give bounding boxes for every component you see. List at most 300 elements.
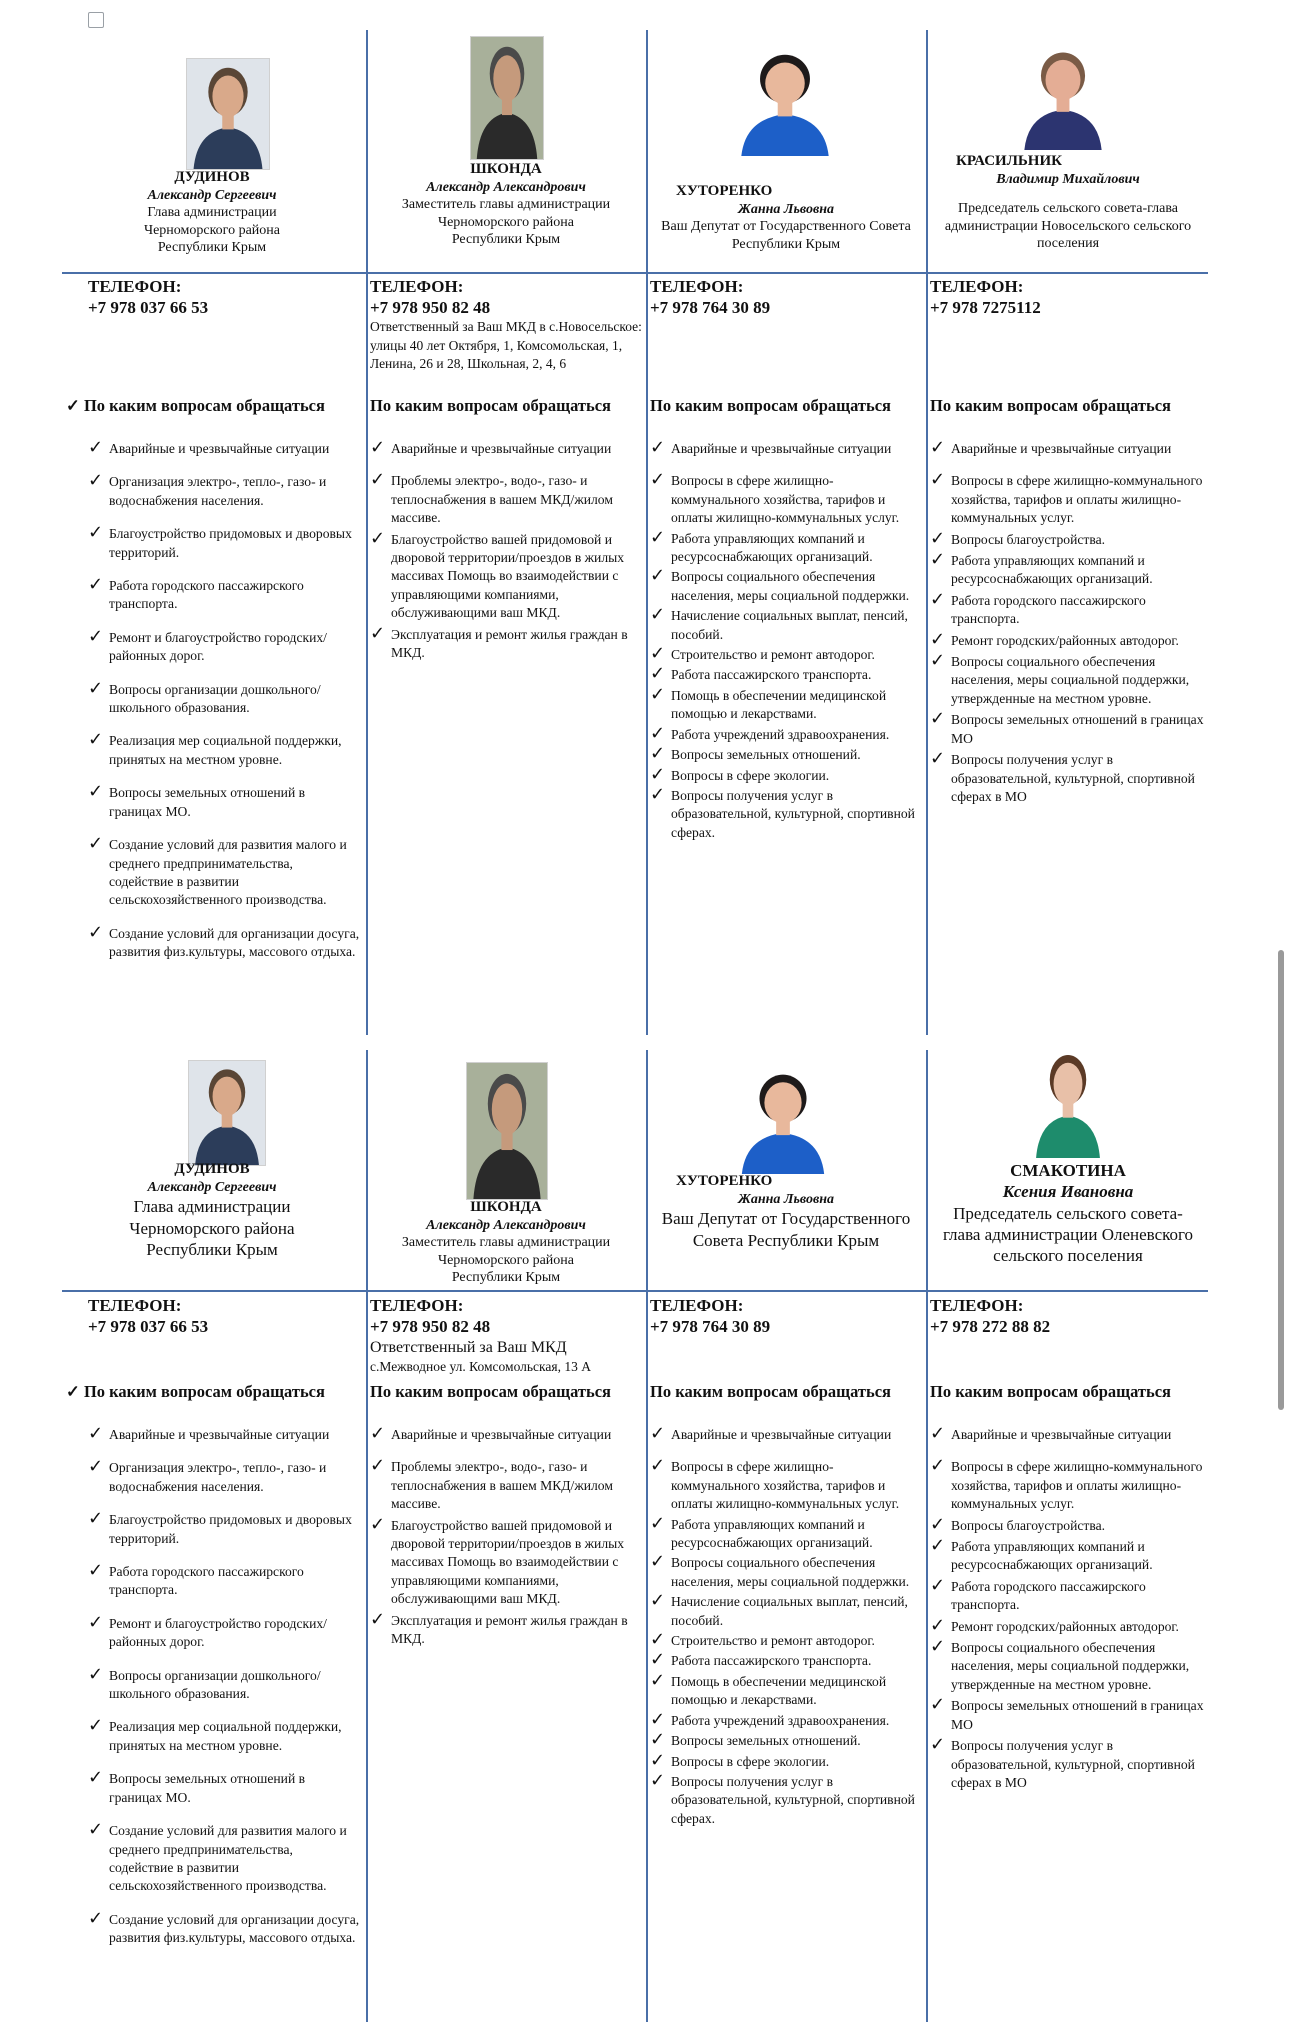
person-name-block xyxy=(928,1160,1208,1266)
check-icon: ✓ xyxy=(88,1508,104,1530)
list-item xyxy=(650,1769,920,1828)
list-item-text: Вопросы в сфере жилищно-коммунального хозяйства, тарифов и оплаты жилищно-коммунальных услуг. xyxy=(951,1459,1203,1512)
list-item-text: Вопросы в сфере экологии. xyxy=(671,767,830,783)
list-item xyxy=(650,663,920,685)
person-role-line: Заместитель главы администрации xyxy=(401,197,611,213)
list-item-text: Проблемы электро-, водо-, газо- и теплоснабжения в вашем МКД/жилом массиве. xyxy=(391,1459,613,1512)
check-icon: ✓ xyxy=(930,1423,946,1444)
person-photo xyxy=(1030,1046,1106,1158)
questions-list xyxy=(930,437,1204,806)
questions-list xyxy=(370,1423,640,1648)
list-item xyxy=(930,437,1204,458)
list-item-text: Эксплуатация и ремонт жилья граждан в МКД. xyxy=(391,626,628,661)
questions-heading: По каким вопросам обращаться xyxy=(370,1382,611,1401)
list-item xyxy=(650,683,920,724)
check-icon: ✓ xyxy=(650,1729,666,1751)
questions-list xyxy=(88,1423,360,1948)
list-item-text: Вопросы земельных отношений в границах МО xyxy=(951,1698,1204,1732)
list-item xyxy=(88,574,360,614)
phone-block xyxy=(88,276,384,318)
list-item xyxy=(370,527,640,623)
list-item-text: Вопросы получения услуг в образовательной, культурной, спортивной сферах. xyxy=(671,1773,915,1826)
list-item-text: Работа управляющих компаний и ресурсоснабжающих организаций. xyxy=(671,1516,873,1551)
list-item xyxy=(930,1636,1204,1694)
phone-number[interactable]: +7 978 764 30 89 xyxy=(650,1317,771,1336)
check-icon: ✓ xyxy=(650,1512,666,1534)
list-item-text: Реализация мер социальной поддержки, принятых на местном уровне. xyxy=(109,733,342,767)
check-icon: ✓ xyxy=(88,833,104,855)
check-icon: ✓ xyxy=(88,677,104,699)
list-item-text: Вопросы благоустройства. xyxy=(951,531,1105,547)
questions-heading: По каким вопросам обращаться xyxy=(650,396,891,415)
check-icon: ✓ xyxy=(370,527,386,549)
list-item-text: Аварийные и чрезвычайные ситуации xyxy=(109,1427,330,1442)
person-surname: ХУТОРЕНКО xyxy=(676,183,773,199)
person-surname: ДУДИНОВ xyxy=(174,169,250,185)
list-item xyxy=(88,781,360,821)
list-item-text: Благоустройство придомовых и дворовых территорий. xyxy=(109,1512,352,1546)
list-item xyxy=(650,1455,920,1513)
check-icon: ✓ xyxy=(930,650,946,672)
questions-heading: ✓ По каким вопросам обращаться xyxy=(66,1382,325,1401)
list-item xyxy=(88,677,360,718)
check-icon: ✓ xyxy=(650,526,666,548)
list-item xyxy=(930,1513,1204,1535)
check-icon: ✓ xyxy=(650,437,666,458)
check-icon: ✓ xyxy=(88,1456,104,1478)
list-item xyxy=(650,1423,920,1444)
person-role-line: Республики Крым xyxy=(157,240,267,256)
person-photo xyxy=(1017,44,1109,150)
list-item xyxy=(650,1708,920,1730)
check-icon: ✓ xyxy=(650,643,666,665)
list-item-text: Вопросы в сфере жилищно-коммунального хозяйства, тарифов и оплаты жилищно-коммунальных услуг. xyxy=(671,1459,900,1512)
list-item xyxy=(370,1513,640,1609)
person-surname: ШКОНДА xyxy=(470,161,542,177)
list-item xyxy=(650,743,920,765)
list-item-text: Создание условий для организации досуга, развития физ.культуры, массового отдыха. xyxy=(109,925,360,960)
list-item-text: Работа управляющих компаний и ресурсоснабжающих организаций. xyxy=(951,1539,1153,1573)
phone-block xyxy=(88,1295,384,1337)
responsible-title: Ответственный за Ваш МКД xyxy=(370,1339,567,1356)
list-item xyxy=(370,622,640,663)
phone-label: ТЕЛЕФОН: xyxy=(650,1296,744,1315)
list-item-text: Реализация мер социальной поддержки, принятых на местном уровне. xyxy=(109,1719,342,1753)
list-item-text: Работа пассажирского транспорта. xyxy=(671,667,872,683)
list-item xyxy=(88,1715,360,1755)
person-name-block xyxy=(62,1160,362,1260)
check-icon: ✓ xyxy=(370,622,386,644)
list-item xyxy=(88,1508,360,1548)
phone-block xyxy=(370,276,642,374)
phone-number[interactable]: +7 978 037 66 53 xyxy=(88,1317,209,1336)
list-item xyxy=(930,1734,1204,1792)
check-icon: ✓ xyxy=(930,1455,946,1477)
check-icon: ✓ xyxy=(88,1663,104,1685)
check-icon: ✓ xyxy=(650,1749,666,1771)
list-item xyxy=(650,1512,920,1553)
phone-label: ТЕЛЕФОН: xyxy=(930,277,1024,296)
check-icon: ✓ xyxy=(88,470,104,492)
check-icon: ✓ xyxy=(930,469,946,491)
phone-block xyxy=(370,1295,642,1377)
person-role-line: поселения xyxy=(1036,236,1100,252)
list-item-text: Аварийные и чрезвычайные ситуации xyxy=(391,1427,612,1442)
person-given-name: Александр Александрович xyxy=(426,1217,586,1233)
check-icon: ✓ xyxy=(88,1715,104,1737)
list-item xyxy=(650,1629,920,1651)
list-item xyxy=(88,1819,360,1896)
person-role-line: Ваш Депутат от Государственного xyxy=(661,1209,911,1229)
person-photo xyxy=(470,36,544,160)
column-divider xyxy=(646,30,648,1035)
list-item xyxy=(650,722,920,744)
check-icon: ✓ xyxy=(930,437,946,458)
questions-list xyxy=(88,437,360,962)
check-icon: ✓ xyxy=(930,549,946,571)
list-item xyxy=(370,437,640,458)
person-role-line: администрации Новосельского сельского xyxy=(944,218,1192,234)
list-item-text: Проблемы электро-, водо-, газо- и теплоснабжения в вашем МКД/жилом массиве. xyxy=(391,473,613,526)
check-icon: ✓ xyxy=(650,683,666,705)
person-role-line: Заместитель главы администрации xyxy=(401,1235,611,1251)
person-given-name: Жанна Львовна xyxy=(738,1191,834,1207)
person-name-block xyxy=(928,152,1208,253)
phone-number[interactable]: +7 978 7275112 xyxy=(930,298,1041,317)
list-item-text: Строительство и ремонт автодорог. xyxy=(671,647,875,663)
list-item-text: Вопросы организации дошкольного/школьного образования. xyxy=(109,681,321,716)
list-item-text: Вопросы в сфере жилищно-коммунального хозяйства, тарифов и оплаты жилищно-коммунальных услуг. xyxy=(951,473,1203,526)
person-surname: ШКОНДА xyxy=(470,1199,542,1215)
check-icon: ✓ xyxy=(650,1669,666,1691)
list-item xyxy=(930,469,1204,527)
list-item xyxy=(88,1767,360,1807)
phone-number[interactable]: +7 978 764 30 89 xyxy=(650,298,771,317)
person-given-name: Александр Александрович xyxy=(426,179,586,195)
list-item xyxy=(650,1729,920,1751)
list-item xyxy=(88,1663,360,1704)
check-icon: ✓ xyxy=(650,663,666,685)
list-item-text: Работа городского пассажирского транспорта. xyxy=(109,578,304,612)
person-photo xyxy=(734,1066,832,1174)
list-item xyxy=(930,1535,1204,1575)
list-item-text: Аварийные и чрезвычайные ситуации xyxy=(671,441,892,456)
person-photo xyxy=(733,46,837,156)
list-item xyxy=(650,469,920,527)
list-item-text: Эксплуатация и ремонт жилья граждан в МКД. xyxy=(391,1612,628,1647)
check-icon: ✓ xyxy=(88,1907,104,1929)
list-item xyxy=(930,549,1204,589)
list-item xyxy=(88,470,360,510)
check-icon: ✓ xyxy=(930,1636,946,1658)
check-icon: ✓ xyxy=(650,1769,666,1791)
list-item xyxy=(650,604,920,644)
check-icon: ✓ xyxy=(88,574,104,596)
list-item xyxy=(370,1608,640,1649)
person-photo xyxy=(188,1060,266,1166)
person-role-line: Республики Крым xyxy=(731,236,841,252)
person-role-line: Председатель сельского совета-глава xyxy=(957,201,1178,217)
check-icon: ✓ xyxy=(650,743,666,765)
list-item xyxy=(88,1611,360,1652)
person-role-line: Республики Крым xyxy=(451,232,561,248)
person-given-name: Ксения Ивановна xyxy=(1002,1182,1134,1202)
check-icon: ✓ xyxy=(650,763,666,785)
list-item-text: Ремонт и благоустройство городских/районных дорог. xyxy=(109,629,327,664)
list-item-text: Аварийные и чрезвычайные ситуации xyxy=(671,1427,892,1442)
phone-block xyxy=(930,1295,1206,1337)
person-role-line: Республики Крым xyxy=(451,1270,561,1286)
check-icon: ✓ xyxy=(88,1560,104,1582)
person-given-name: Александр Сергеевич xyxy=(147,1179,277,1195)
check-icon: ✓ xyxy=(930,628,946,650)
list-item xyxy=(930,650,1204,708)
list-item-text: Ремонт городских/районных автодорог. xyxy=(951,1618,1179,1634)
list-item-text: Благоустройство вашей придомовой и дворовой территории/проездов в жилых массивах Помощь во взаимодействии с управляющими компаниями, обслуживающими ваш МКД. xyxy=(391,531,625,621)
list-item-text: Вопросы социального обеспечения населения, меры социальной поддержки, утвержденные на местном уровне. xyxy=(951,1640,1190,1692)
check-icon: ✓ xyxy=(370,1423,386,1444)
list-item-text: Вопросы земельных отношений. xyxy=(671,747,861,763)
phone-label: ТЕЛЕФОН: xyxy=(370,277,464,296)
list-item xyxy=(930,708,1204,748)
list-item-text: Аварийные и чрезвычайные ситуации xyxy=(951,441,1172,456)
phone-number[interactable]: +7 978 950 82 48 xyxy=(370,1317,491,1336)
check-icon: ✓ xyxy=(650,1590,666,1612)
list-item xyxy=(370,1423,640,1444)
list-item xyxy=(370,1455,640,1513)
phone-number[interactable]: +7 978 272 88 82 xyxy=(930,1317,1051,1336)
person-role-line: сельского поселения xyxy=(993,1246,1143,1265)
person-given-name: Жанна Львовна xyxy=(738,201,834,217)
list-item xyxy=(650,1551,920,1591)
person-role-line: Совета Республики Крым xyxy=(692,1230,880,1250)
person-role-line: Черноморского района xyxy=(129,1218,295,1238)
list-item xyxy=(650,763,920,785)
check-icon: ✓ xyxy=(930,1513,946,1535)
phone-number[interactable]: +7 978 950 82 48 xyxy=(370,298,491,317)
list-item-text: Помощь в обеспечении медицинской помощью и лекарствами. xyxy=(671,1673,887,1708)
list-item xyxy=(370,469,640,527)
list-item xyxy=(88,625,360,666)
list-item-text: Вопросы организации дошкольного/школьного образования. xyxy=(109,1667,321,1702)
check-icon: ✓ xyxy=(650,1455,666,1477)
questions-heading: По каким вопросам обращаться xyxy=(930,396,1171,415)
check-icon: ✓ xyxy=(88,437,104,458)
list-item xyxy=(930,1614,1204,1636)
list-item-text: Работа управляющих компаний и ресурсоснабжающих организаций. xyxy=(671,530,873,565)
list-item xyxy=(650,1590,920,1630)
check-icon: ✓ xyxy=(930,708,946,730)
check-icon: ✓ xyxy=(88,625,104,647)
person-given-name: Александр Сергеевич xyxy=(147,187,277,203)
list-item-text: Организация электро-, тепло-, газо- и водоснабжения населения. xyxy=(109,1460,327,1494)
list-item xyxy=(650,565,920,605)
person-role-line: Черноморского района xyxy=(437,214,574,230)
check-icon: ✓ xyxy=(370,469,386,491)
list-item xyxy=(88,729,360,769)
list-item xyxy=(88,522,360,562)
list-item-text: Помощь в обеспечении медицинской помощью и лекарствами. xyxy=(671,687,887,722)
questions-heading: По каким вопросам обращаться xyxy=(930,1382,1171,1401)
list-item xyxy=(88,1560,360,1600)
list-item xyxy=(930,588,1204,629)
list-item-text: Вопросы социального обеспечения населения, меры социальной поддержки. xyxy=(671,1555,910,1589)
list-item-text: Вопросы благоустройства. xyxy=(951,1517,1105,1533)
list-item-text: Благоустройство придомовых и дворовых территорий. xyxy=(109,526,352,560)
check-icon: ✓ xyxy=(930,1535,946,1557)
list-item-text: Вопросы получения услуг в образовательной, культурной, спортивной сферах в МО xyxy=(951,752,1195,804)
list-item-text: Организация электро-, тепло-, газо- и водоснабжения населения. xyxy=(109,474,327,508)
check-icon: ✓ xyxy=(650,783,666,805)
header-divider xyxy=(62,272,1208,274)
list-item xyxy=(88,1907,360,1948)
list-item-text: Вопросы земельных отношений в границах МО xyxy=(951,712,1204,746)
selection-checkbox[interactable] xyxy=(88,12,104,28)
check-icon: ✓ xyxy=(650,1423,666,1444)
list-item-text: Создание условий для развития малого и среднего предпринимательства, содействие в развитии сельскохозяйственного производства. xyxy=(109,837,347,908)
list-item-text: Аварийные и чрезвычайные ситуации xyxy=(109,441,330,456)
person-name-block xyxy=(648,1172,924,1251)
list-item xyxy=(930,1423,1204,1444)
list-item-text: Работа пассажирского транспорта. xyxy=(671,1653,872,1669)
list-item xyxy=(930,748,1204,806)
check-icon: ✓ xyxy=(88,781,104,803)
list-item xyxy=(88,921,360,962)
list-item-text: Вопросы земельных отношений в границах МО. xyxy=(109,1771,306,1805)
phone-label: ТЕЛЕФОН: xyxy=(88,277,182,296)
list-item-text: Создание условий для организации досуга, развития физ.культуры, массового отдыха. xyxy=(109,1911,360,1946)
check-icon: ✓ xyxy=(930,1614,946,1636)
list-item-text: Аварийные и чрезвычайные ситуации xyxy=(951,1427,1172,1442)
questions-heading: По каким вопросам обращаться xyxy=(650,1382,891,1401)
phone-block xyxy=(930,276,1206,318)
check-icon: ✓ xyxy=(930,1734,946,1756)
check-icon: ✓ xyxy=(650,1708,666,1730)
check-icon: ✓ xyxy=(88,1423,104,1444)
check-icon: ✓ xyxy=(930,1574,946,1596)
check-icon: ✓ xyxy=(370,437,386,458)
person-name-block xyxy=(368,1198,644,1287)
check-icon: ✓ xyxy=(650,1649,666,1671)
list-item-text: Работа городского пассажирского транспорта. xyxy=(951,1578,1146,1613)
person-role-line: Глава администрации xyxy=(147,205,277,221)
list-item xyxy=(88,833,360,910)
list-item-text: Работа городского пассажирского транспорта. xyxy=(109,1564,304,1598)
list-item-text: Вопросы социального обеспечения населения, меры социальной поддержки. xyxy=(671,569,910,603)
check-icon: ✓ xyxy=(88,921,104,943)
list-item-text: Работа городского пассажирского транспорта. xyxy=(951,592,1146,627)
phone-block xyxy=(650,1295,922,1337)
list-item xyxy=(650,1669,920,1710)
person-surname: СМАКОТИНА xyxy=(1010,1161,1126,1180)
list-item xyxy=(88,1423,360,1444)
list-item-text: Ремонт и благоустройство городских/районных дорог. xyxy=(109,1615,327,1650)
person-surname: ДУДИНОВ xyxy=(174,1161,250,1177)
check-icon: ✓ xyxy=(370,1455,386,1477)
phone-label: ТЕЛЕФОН: xyxy=(930,1296,1024,1315)
check-icon: ✓ xyxy=(650,722,666,744)
list-item xyxy=(88,1456,360,1496)
questions-list xyxy=(650,1423,920,1828)
check-icon: ✓ xyxy=(930,1694,946,1716)
list-item xyxy=(930,1574,1204,1615)
list-item-text: Создание условий для развития малого и среднего предпринимательства, содействие в развитии сельскохозяйственного производства. xyxy=(109,1823,347,1894)
list-item-text: Вопросы получения услуг в образовательной, культурной, спортивной сферах в МО xyxy=(951,1738,1195,1790)
person-photo xyxy=(466,1062,548,1200)
header-divider xyxy=(62,1290,1208,1292)
questions-list xyxy=(650,437,920,842)
list-item-text: Благоустройство вашей придомовой и дворовой территории/проездов в жилых массивах Помощь во взаимодействии с управляющими компаниями, обслуживающими ваш МКД. xyxy=(391,1517,625,1607)
list-item xyxy=(930,1455,1204,1513)
list-item-text: Вопросы земельных отношений. xyxy=(671,1733,861,1749)
list-item-text: Вопросы в сфере экологии. xyxy=(671,1753,830,1769)
person-given-name: Владимир Михайлович xyxy=(996,171,1140,187)
phone-label: ТЕЛЕФОН: xyxy=(650,277,744,296)
check-icon: ✓ xyxy=(88,522,104,544)
person-name-block xyxy=(648,182,924,253)
questions-list xyxy=(370,437,640,662)
person-role-line: Черноморского района xyxy=(437,1252,574,1268)
check-icon: ✓ xyxy=(650,604,666,626)
list-item-text: Вопросы получения услуг в образовательной, культурной, спортивной сферах. xyxy=(671,787,915,840)
check-icon: ✓ xyxy=(650,469,666,491)
person-surname: КРАСИЛЬНИК xyxy=(956,153,1063,169)
check-icon: ✓ xyxy=(88,1611,104,1633)
responsible-note: Ответственный за Ваш МКД в с.Новосельское: улицы 40 лет Октября, 1, Комсомольская, 1, Ленина, 26 и 28, Школьная, 2, 4, 6 xyxy=(370,319,642,371)
list-item xyxy=(650,437,920,458)
list-item xyxy=(650,783,920,842)
person-name-block xyxy=(368,160,644,249)
column-divider xyxy=(366,1050,368,2022)
person-name-block xyxy=(62,168,362,257)
list-item xyxy=(930,527,1204,549)
list-item-text: Начисление социальных выплат, пенсий, пособий. xyxy=(671,1594,908,1628)
responsible-note: с.Межводное ул. Комсомольская, 13 А xyxy=(370,1359,591,1374)
list-item-text: Строительство и ремонт автодорог. xyxy=(671,1633,875,1649)
list-item-text: Работа управляющих компаний и ресурсоснабжающих организаций. xyxy=(951,553,1153,587)
list-item xyxy=(650,643,920,665)
person-role-line: Председатель сельского совета- xyxy=(953,1203,1183,1223)
list-item xyxy=(650,1649,920,1671)
person-role-line: глава администрации Оленевского xyxy=(942,1224,1194,1244)
check-icon: ✓ xyxy=(650,565,666,587)
check-icon: ✓ xyxy=(88,1767,104,1789)
scrollbar-thumb[interactable] xyxy=(1278,950,1284,1410)
check-icon: ✓ xyxy=(650,1629,666,1651)
check-icon: ✓ xyxy=(88,729,104,751)
questions-heading: По каким вопросам обращаться xyxy=(370,396,611,415)
questions-list xyxy=(930,1423,1204,1792)
list-item-text: Аварийные и чрезвычайные ситуации xyxy=(391,441,612,456)
check-icon: ✓ xyxy=(370,1513,386,1535)
person-role-line: Ваш Депутат от Государственного Совета xyxy=(661,219,911,235)
check-icon: ✓ xyxy=(930,748,946,770)
list-item-text: Работа учреждений здравоохранения. xyxy=(671,726,890,742)
person-role-line: Глава администрации xyxy=(133,1197,291,1217)
list-item-text: Вопросы в сфере жилищно-коммунального хозяйства, тарифов и оплаты жилищно-коммунальных услуг. xyxy=(671,473,900,526)
person-surname: ХУТОРЕНКО xyxy=(676,1173,773,1189)
check-icon: ✓ xyxy=(370,1608,386,1630)
phone-label: ТЕЛЕФОН: xyxy=(88,1296,182,1315)
questions-heading: ✓ По каким вопросам обращаться xyxy=(66,396,325,415)
list-item-text: Работа учреждений здравоохранения. xyxy=(671,1712,890,1728)
list-item xyxy=(650,1749,920,1771)
person-role-line: Республики Крым xyxy=(146,1239,278,1259)
list-item xyxy=(930,628,1204,650)
phone-label: ТЕЛЕФОН: xyxy=(370,1296,464,1315)
list-item-text: Начисление социальных выплат, пенсий, пособий. xyxy=(671,608,908,642)
phone-number[interactable]: +7 978 037 66 53 xyxy=(88,298,209,317)
